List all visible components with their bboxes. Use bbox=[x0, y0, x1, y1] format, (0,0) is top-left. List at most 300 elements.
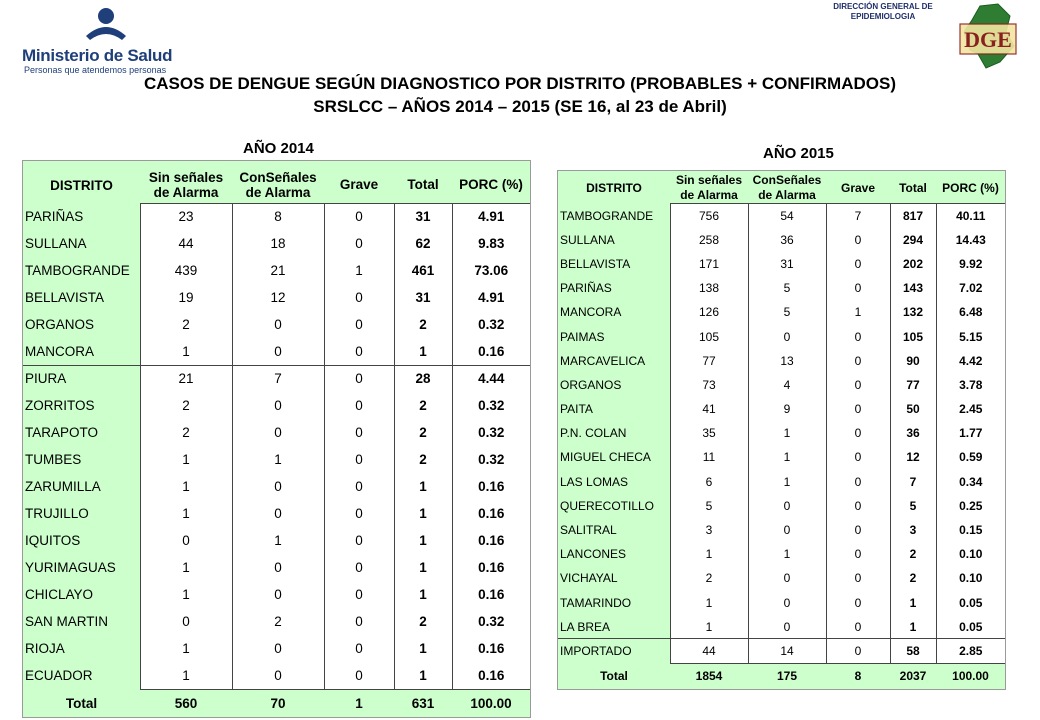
grave-value: 0 bbox=[826, 566, 890, 590]
grave-value: 0 bbox=[826, 518, 890, 542]
table-row bbox=[558, 421, 1005, 445]
con-senales-value: 0 bbox=[748, 324, 826, 348]
total-total: 631 bbox=[411, 696, 435, 712]
grave-value: 0 bbox=[324, 365, 394, 392]
district-name: MANCORA bbox=[560, 305, 622, 320]
dge-line-1: DIRECCIÓN GENERAL DE bbox=[833, 2, 933, 11]
district-name: MARCAVELICA bbox=[560, 353, 646, 368]
table-row bbox=[558, 470, 1005, 494]
porc-value: 14.43 bbox=[936, 228, 1005, 252]
district-name: SULLANA bbox=[560, 232, 615, 247]
district-name: BELLAVISTA bbox=[560, 256, 631, 271]
district-name: IMPORTADO bbox=[558, 639, 670, 663]
con-senales-value: 0 bbox=[232, 419, 324, 446]
grave-value: 0 bbox=[826, 324, 890, 348]
sin-senales-value: 2 bbox=[670, 566, 748, 590]
total-value: 132 bbox=[890, 300, 936, 324]
district-name: TAMARINDO bbox=[560, 595, 632, 610]
table-row bbox=[558, 252, 1005, 276]
sin-senales-value: 1 bbox=[140, 473, 232, 500]
grave-value: 0 bbox=[826, 373, 890, 397]
district-name: TRUJILLO bbox=[25, 506, 89, 521]
porc-value: 0.05 bbox=[936, 591, 1005, 615]
total-grave: 1 bbox=[355, 696, 363, 712]
total-value: 31 bbox=[394, 203, 452, 230]
total-value: 58 bbox=[890, 639, 936, 663]
sin-senales-value: 44 bbox=[140, 230, 232, 257]
district-name: VICHAYAL bbox=[560, 571, 618, 586]
table-row bbox=[23, 500, 530, 527]
table-row bbox=[558, 349, 1005, 373]
grave-value: 0 bbox=[826, 470, 890, 494]
porc-value: 0.16 bbox=[452, 581, 530, 608]
total-value: 1 bbox=[394, 554, 452, 581]
con-senales-value: 0 bbox=[232, 500, 324, 527]
sin-senales-value: 11 bbox=[670, 445, 748, 469]
con-senales-value: 0 bbox=[232, 338, 324, 365]
con-senales-value: 0 bbox=[748, 494, 826, 518]
sin-senales-value: 23 bbox=[140, 203, 232, 230]
porc-value: 5.15 bbox=[936, 324, 1005, 348]
table-row bbox=[558, 204, 1005, 228]
con-senales-value: 0 bbox=[232, 392, 324, 419]
district-name: TARAPOTO bbox=[25, 425, 99, 440]
porc-value: 0.10 bbox=[936, 542, 1005, 566]
sin-senales-value: 138 bbox=[670, 276, 748, 300]
table-2014-panel bbox=[22, 160, 531, 718]
con-senales-value: 12 bbox=[232, 284, 324, 311]
con-senales-value: 1 bbox=[748, 421, 826, 445]
total-value: 1 bbox=[394, 338, 452, 365]
con-senales-value: 0 bbox=[232, 311, 324, 338]
header-distrito: DISTRITO bbox=[50, 177, 113, 193]
table-row bbox=[558, 591, 1005, 615]
sin-senales-value: 126 bbox=[670, 300, 748, 324]
porc-value: 4.91 bbox=[452, 203, 530, 230]
year-2015-label: AÑO 2015 bbox=[763, 145, 834, 162]
year-2014-label: AÑO 2014 bbox=[243, 140, 314, 157]
sin-senales-value: 1 bbox=[140, 662, 232, 689]
header-total: Total bbox=[407, 177, 439, 193]
table-row bbox=[23, 635, 530, 662]
con-senales-value: 13 bbox=[748, 349, 826, 373]
sin-senales-value: 1 bbox=[140, 500, 232, 527]
table-row bbox=[23, 527, 530, 554]
total-label: Total bbox=[600, 669, 628, 684]
porc-value: 73.06 bbox=[452, 257, 530, 284]
grave-value: 0 bbox=[826, 349, 890, 373]
porc-value: 0.15 bbox=[936, 518, 1005, 542]
total-value: 90 bbox=[890, 349, 936, 373]
district-name: IQUITOS bbox=[25, 533, 81, 548]
porc-value: 0.16 bbox=[452, 527, 530, 554]
total-value: 2 bbox=[394, 392, 452, 419]
grave-value: 0 bbox=[826, 445, 890, 469]
district-name: PARIÑAS bbox=[560, 281, 612, 296]
district-name: ECUADOR bbox=[25, 668, 93, 683]
sin-senales-value: 1 bbox=[670, 591, 748, 615]
table-2015-panel bbox=[557, 170, 1006, 690]
porc-value: 0.32 bbox=[452, 446, 530, 473]
grave-value: 0 bbox=[324, 473, 394, 500]
con-senales-value: 1 bbox=[232, 527, 324, 554]
table-2015 bbox=[558, 173, 1005, 689]
porc-value: 1.77 bbox=[936, 421, 1005, 445]
page-title-line-2: SRSLCC – AÑOS 2014 – 2015 (SE 16, al 23 de Abril) bbox=[313, 97, 727, 116]
sin-senales-value: 44 bbox=[670, 639, 748, 663]
grave-value: 7 bbox=[826, 204, 890, 228]
total-value: 31 bbox=[394, 284, 452, 311]
page-title-line-1: CASOS DE DENGUE SEGÚN DIAGNOSTICO POR DISTRITO (PROBABLES + CONFIRMADOS) bbox=[144, 74, 896, 93]
total-value: 294 bbox=[890, 228, 936, 252]
district-name: YURIMAGUAS bbox=[25, 560, 116, 575]
district-name: SULLANA bbox=[25, 236, 87, 251]
total-value: 2 bbox=[394, 419, 452, 446]
total-value: 817 bbox=[890, 204, 936, 228]
table-row bbox=[558, 566, 1005, 590]
total-value: 1 bbox=[394, 635, 452, 662]
district-name: PARIÑAS bbox=[25, 209, 84, 224]
table-row bbox=[23, 365, 530, 392]
porc-value: 0.32 bbox=[452, 311, 530, 338]
con-senales-value: 5 bbox=[748, 300, 826, 324]
grave-value: 0 bbox=[324, 446, 394, 473]
total-value: 461 bbox=[394, 257, 452, 284]
porc-value: 4.42 bbox=[936, 349, 1005, 373]
total-value: 1 bbox=[890, 591, 936, 615]
total-label: Total bbox=[65, 696, 98, 711]
table-row bbox=[23, 203, 530, 230]
con-senales-value: 1 bbox=[232, 446, 324, 473]
sin-senales-value: 439 bbox=[140, 257, 232, 284]
table-row bbox=[23, 311, 530, 338]
total-porc: 100.00 bbox=[952, 669, 989, 684]
porc-value: 0.10 bbox=[936, 566, 1005, 590]
district-name: RIOJA bbox=[25, 641, 65, 656]
grave-value: 0 bbox=[324, 338, 394, 365]
porc-value: 2.85 bbox=[936, 639, 1005, 663]
table-row bbox=[23, 662, 530, 689]
porc-value: 0.05 bbox=[936, 615, 1005, 639]
total-value: 36 bbox=[890, 421, 936, 445]
porc-value: 4.44 bbox=[452, 365, 530, 392]
con-senales-value: 0 bbox=[748, 566, 826, 590]
con-senales-value: 1 bbox=[748, 470, 826, 494]
con-senales-value: 54 bbox=[748, 204, 826, 228]
district-name: BELLAVISTA bbox=[25, 290, 105, 305]
dge-label bbox=[828, 2, 938, 22]
total-row bbox=[558, 663, 1005, 689]
porc-value: 0.25 bbox=[936, 494, 1005, 518]
porc-value: 0.59 bbox=[936, 445, 1005, 469]
porc-value: 0.16 bbox=[452, 338, 530, 365]
sin-senales-value: 1 bbox=[140, 554, 232, 581]
table-row bbox=[23, 581, 530, 608]
total-value: 1 bbox=[890, 615, 936, 639]
sin-senales-value: 258 bbox=[670, 228, 748, 252]
grave-value: 0 bbox=[324, 284, 394, 311]
grave-value: 0 bbox=[826, 639, 890, 663]
header-total: Total bbox=[899, 180, 927, 195]
minsa-tagline: Personas que atendemos personas bbox=[24, 65, 167, 75]
table-row bbox=[23, 446, 530, 473]
dge-logo-text: DGE bbox=[964, 27, 1012, 52]
total-value: 2 bbox=[394, 446, 452, 473]
sin-senales-value: 1 bbox=[140, 338, 232, 365]
sin-senales-value: 5 bbox=[670, 494, 748, 518]
sin-senales-value: 73 bbox=[670, 373, 748, 397]
sin-senales-value: 2 bbox=[140, 311, 232, 338]
sin-senales-value: 1 bbox=[670, 615, 748, 639]
sin-senales-value: 1 bbox=[670, 542, 748, 566]
con-senales-value: 2 bbox=[232, 608, 324, 635]
table-row bbox=[558, 300, 1005, 324]
porc-value: 9.92 bbox=[936, 252, 1005, 276]
porc-value: 0.16 bbox=[452, 635, 530, 662]
total-porc: 100.00 bbox=[470, 696, 512, 712]
sin-senales-value: 1 bbox=[140, 581, 232, 608]
total-value: 1 bbox=[394, 662, 452, 689]
district-name: LA BREA bbox=[560, 619, 611, 634]
grave-value: 0 bbox=[826, 252, 890, 276]
district-name: MANCORA bbox=[25, 343, 95, 359]
grave-value: 0 bbox=[826, 421, 890, 445]
porc-value: 0.32 bbox=[452, 392, 530, 419]
table-row bbox=[23, 473, 530, 500]
sin-senales-value: 77 bbox=[670, 349, 748, 373]
grave-value: 0 bbox=[826, 494, 890, 518]
total-total: 2037 bbox=[899, 669, 927, 684]
grave-value: 0 bbox=[826, 615, 890, 639]
grave-value: 0 bbox=[324, 581, 394, 608]
total-value: 12 bbox=[890, 445, 936, 469]
table-row bbox=[558, 445, 1005, 469]
con-senales-value: 21 bbox=[232, 257, 324, 284]
con-senales-value: 36 bbox=[748, 228, 826, 252]
porc-value: 7.02 bbox=[936, 276, 1005, 300]
header-sin-senales: Sin señales de Alarma bbox=[148, 169, 224, 200]
district-name: MIGUEL CHECA bbox=[560, 450, 651, 465]
total-value: 50 bbox=[890, 397, 936, 421]
sin-senales-value: 0 bbox=[140, 608, 232, 635]
total-value: 2 bbox=[394, 608, 452, 635]
porc-value: 2.45 bbox=[936, 397, 1005, 421]
dge-logo bbox=[950, 2, 1022, 75]
con-senales-value: 0 bbox=[232, 581, 324, 608]
con-senales-value: 0 bbox=[232, 554, 324, 581]
total-value: 105 bbox=[890, 324, 936, 348]
dge-line-2: EPIDEMIOLOGIA bbox=[850, 12, 916, 21]
grave-value: 0 bbox=[324, 392, 394, 419]
total-value: 143 bbox=[890, 276, 936, 300]
table-row bbox=[558, 542, 1005, 566]
con-senales-value: 0 bbox=[748, 518, 826, 542]
porc-value: 0.32 bbox=[452, 608, 530, 635]
con-senales-value: 7 bbox=[232, 365, 324, 392]
header-porc: PORC (%) bbox=[942, 180, 999, 195]
grave-value: 0 bbox=[826, 397, 890, 421]
table-row bbox=[23, 554, 530, 581]
total-value: 2 bbox=[890, 542, 936, 566]
porc-value: 6.48 bbox=[936, 300, 1005, 324]
sin-senales-value: 41 bbox=[670, 397, 748, 421]
total-value: 5 bbox=[890, 494, 936, 518]
sin-senales-value: 6 bbox=[670, 470, 748, 494]
total-value: 3 bbox=[890, 518, 936, 542]
sin-senales-value: 3 bbox=[670, 518, 748, 542]
table-row bbox=[23, 338, 530, 365]
district-name: LAS LOMAS bbox=[560, 474, 629, 489]
minsa-logo bbox=[22, 6, 172, 74]
con-senales-value: 9 bbox=[748, 397, 826, 421]
table-row bbox=[23, 284, 530, 311]
district-name: ORGANOS bbox=[25, 317, 95, 332]
porc-value: 4.91 bbox=[452, 284, 530, 311]
header-con-senales: ConSeñales de Alarma bbox=[239, 169, 317, 200]
total-value: 2 bbox=[394, 311, 452, 338]
minsa-name: Ministerio de Salud bbox=[22, 46, 173, 65]
total-row bbox=[23, 689, 530, 718]
total-value: 1 bbox=[394, 581, 452, 608]
table-row bbox=[558, 276, 1005, 300]
district-name: PIURA bbox=[23, 365, 140, 392]
total-value: 202 bbox=[890, 252, 936, 276]
table-row bbox=[23, 392, 530, 419]
con-senales-value: 18 bbox=[232, 230, 324, 257]
porc-value: 40.11 bbox=[936, 204, 1005, 228]
district-name: TAMBOGRANDE bbox=[25, 263, 130, 278]
district-name: SALITRAL bbox=[560, 523, 617, 538]
grave-value: 0 bbox=[324, 500, 394, 527]
grave-value: 0 bbox=[324, 635, 394, 662]
grave-value: 0 bbox=[324, 311, 394, 338]
table-row bbox=[558, 639, 1005, 663]
header-con-senales: ConSeñales de Alarma bbox=[752, 173, 822, 202]
sin-senales-value: 105 bbox=[670, 324, 748, 348]
con-senales-value: 5 bbox=[748, 276, 826, 300]
grave-value: 0 bbox=[324, 527, 394, 554]
total-sin-senales: 1854 bbox=[695, 669, 723, 684]
sin-senales-value: 19 bbox=[140, 284, 232, 311]
district-name: CHICLAYO bbox=[25, 587, 94, 602]
table-row bbox=[558, 228, 1005, 252]
con-senales-value: 0 bbox=[748, 615, 826, 639]
district-name: P.N. COLAN bbox=[560, 426, 627, 441]
grave-value: 0 bbox=[324, 662, 394, 689]
porc-value: 3.78 bbox=[936, 373, 1005, 397]
header-distrito: DISTRITO bbox=[586, 180, 642, 195]
header-sin-senales: Sin señales de Alarma bbox=[675, 173, 743, 202]
con-senales-value: 4 bbox=[748, 373, 826, 397]
table-row bbox=[558, 373, 1005, 397]
total-value: 2 bbox=[890, 566, 936, 590]
con-senales-value: 1 bbox=[748, 445, 826, 469]
table-row bbox=[558, 397, 1005, 421]
sin-senales-value: 2 bbox=[140, 419, 232, 446]
total-sin-senales: 560 bbox=[174, 696, 198, 712]
grave-value: 1 bbox=[324, 257, 394, 284]
district-name: SAN MARTIN bbox=[25, 614, 109, 629]
header-porc: PORC (%) bbox=[459, 177, 523, 193]
sin-senales-value: 35 bbox=[670, 421, 748, 445]
district-name: TAMBOGRANDE bbox=[560, 208, 654, 223]
district-name: PAIMAS bbox=[560, 329, 605, 344]
district-name: PAITA bbox=[560, 402, 593, 417]
district-name: ZORRITOS bbox=[25, 398, 95, 413]
total-grave: 8 bbox=[854, 669, 862, 684]
total-value: 1 bbox=[394, 500, 452, 527]
table-row bbox=[558, 518, 1005, 542]
grave-value: 0 bbox=[324, 230, 394, 257]
porc-value: 0.32 bbox=[452, 419, 530, 446]
grave-value: 0 bbox=[826, 228, 890, 252]
con-senales-value: 0 bbox=[748, 591, 826, 615]
grave-value: 0 bbox=[826, 276, 890, 300]
total-value: 7 bbox=[890, 470, 936, 494]
porc-value: 9.83 bbox=[452, 230, 530, 257]
porc-value: 0.16 bbox=[452, 473, 530, 500]
total-con-senales: 70 bbox=[270, 696, 286, 712]
table-row bbox=[23, 230, 530, 257]
grave-value: 0 bbox=[826, 542, 890, 566]
table-row bbox=[23, 608, 530, 635]
total-value: 77 bbox=[890, 373, 936, 397]
porc-value: 0.16 bbox=[452, 662, 530, 689]
sin-senales-value: 21 bbox=[140, 365, 232, 392]
total-value: 1 bbox=[394, 527, 452, 554]
grave-value: 0 bbox=[826, 591, 890, 615]
table-row bbox=[558, 324, 1005, 348]
table-row bbox=[23, 257, 530, 284]
con-senales-value: 0 bbox=[232, 635, 324, 662]
sin-senales-value: 1 bbox=[140, 446, 232, 473]
header-grave: Grave bbox=[339, 177, 379, 193]
total-value: 62 bbox=[394, 230, 452, 257]
grave-value: 0 bbox=[324, 419, 394, 446]
con-senales-value: 31 bbox=[748, 252, 826, 276]
minsa-person-icon bbox=[84, 6, 128, 46]
total-value: 28 bbox=[394, 365, 452, 392]
con-senales-value: 1 bbox=[748, 542, 826, 566]
table-row bbox=[558, 494, 1005, 518]
sin-senales-value: 0 bbox=[140, 527, 232, 554]
grave-value: 0 bbox=[324, 203, 394, 230]
table-row bbox=[558, 615, 1005, 639]
sin-senales-value: 756 bbox=[670, 204, 748, 228]
district-name: TUMBES bbox=[25, 452, 82, 467]
district-name: ORGANOS bbox=[560, 377, 622, 392]
con-senales-value: 8 bbox=[232, 203, 324, 230]
total-value: 1 bbox=[394, 473, 452, 500]
table-2014 bbox=[23, 167, 530, 718]
grave-value: 0 bbox=[324, 608, 394, 635]
district-name: QUERECOTILLO bbox=[560, 498, 655, 513]
con-senales-value: 0 bbox=[232, 662, 324, 689]
district-name: LANCONES bbox=[560, 547, 627, 562]
header-grave: Grave bbox=[840, 180, 876, 195]
sin-senales-value: 1 bbox=[140, 635, 232, 662]
district-name: ZARUMILLA bbox=[25, 479, 101, 494]
grave-value: 1 bbox=[826, 300, 890, 324]
total-con-senales: 175 bbox=[776, 669, 798, 684]
porc-value: 0.34 bbox=[936, 470, 1005, 494]
table-row bbox=[23, 419, 530, 446]
grave-value: 0 bbox=[324, 554, 394, 581]
sin-senales-value: 171 bbox=[670, 252, 748, 276]
con-senales-value: 0 bbox=[232, 473, 324, 500]
porc-value: 0.16 bbox=[452, 500, 530, 527]
porc-value: 0.16 bbox=[452, 554, 530, 581]
